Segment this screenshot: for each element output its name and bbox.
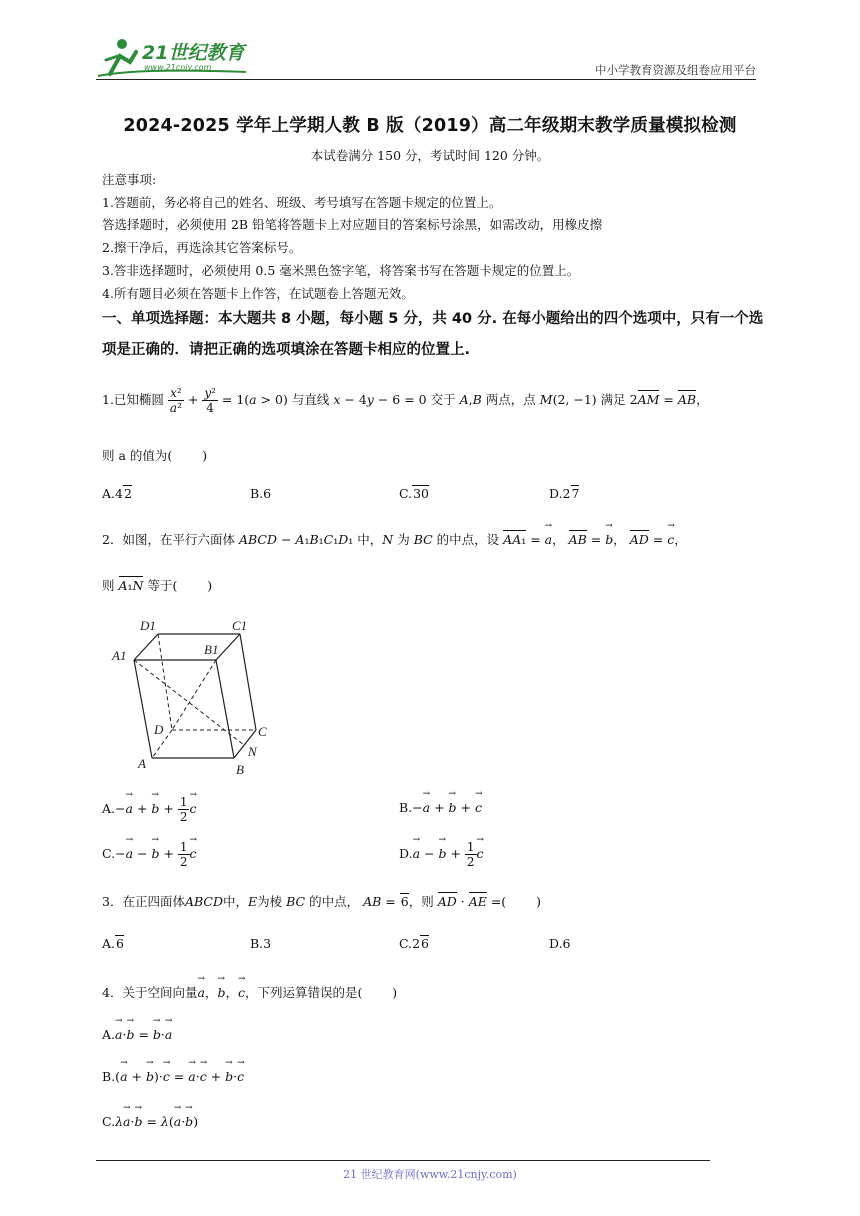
question-1-stem: 1.已知椭圆 $\frac{\text{x²}}{\text{a²}}$ + $\frac{\text{y²}}{4}$ = 1(a > 0) 与直线 x − 4y − 6 = 0 交于 A,B 两点，点 M(2, −1) 满足 2AM = AB， [102,386,709,415]
q4-option-c: C.λa →·b → = λ(a →·b →) [102,1114,198,1129]
header-platform-text: 中小学教育资源及组卷应用平台 [595,63,756,77]
label-a1: A1 [112,648,127,663]
exam-subtitle: 本试卷满分 150 分，考试时间 120 分钟。 [310,148,550,163]
label-b: B [236,762,244,777]
header-divider [96,79,756,80]
label-c1: C1 [232,618,248,633]
q4-option-a: A.a →·b → = b →·a → [102,1027,172,1042]
note-item: 3.答非选择题时，必须使用 0.5 毫米黑色签字笔，将答案书写在答题卡规定的位置上。 [102,263,580,278]
q3-option-c: C.26 [399,936,429,951]
note-item: 答选择题时，必须使用 2B 铅笔将答题卡上对应题目的答案标号涂黑，如需改动，用橡皮擦 [102,217,603,232]
question-3-stem: 3．在正四面体ABCD中，E为棱 BC 的中点， AB = 6，则 AD · AE =( ) [102,894,541,909]
note-item: 1.答题前，务必将自己的姓名、班级、考号填写在答题卡规定的位置上。 [102,195,502,210]
section-heading: 一、单项选择题：本大题共 8 小题，每小题 5 分，共 40 分. 在每小题给出的四个选项中，只有一个选项是正确的．请把正确的选项填涂在答题卡相应的位置上. [102,311,764,358]
q3-option-d: D.6 [549,936,571,951]
q1-option-a: A.42 [102,486,132,501]
label-c: C [258,724,267,739]
label-d: D [154,722,164,737]
q2-option-c: C.−a → − b → + $\frac{1}{2}$ c → [102,840,197,869]
footer-divider [96,1160,710,1161]
logo-url: www.21cnjy.com [144,63,212,72]
q3-option-a: A.6 [102,936,124,951]
question-2-line2: 则 A₁N 等于( ) [102,578,213,593]
logo-text: 21世纪教育 [142,42,245,64]
q2-option-d: D.a → − b → + $\frac{1}{2}$ c → [399,840,484,869]
q1-option-d: D.27 [549,486,580,501]
parallelepiped-figure [110,612,280,777]
q3-option-b: B.3 [250,936,272,951]
exam-title: 2024-2025 学年上学期人教 B 版（2019）高二年级期末教学质量模拟检测 [123,116,737,136]
q1-option-b: B.6 [250,486,272,501]
q1-option-c: C.30 [399,486,429,501]
q4-option-b: B.(a → + b →)·c → = a →·c → + b →·c → [102,1069,244,1084]
question-2-stem: 2．如图，在平行六面体 ABCD − A₁B₁C₁D₁ 中，N 为 BC 的中点，设 AA₁ = a →， AB = b →， AD = c →， [102,530,687,548]
label-n: N [248,744,257,759]
q2-option-b: B.−a → + b → + c → [399,800,482,815]
footer-text: 21 世纪教育网(www.21cnjy.com) [343,1168,517,1181]
note-item: 2.擦干净后，再选涂其它答案标号。 [102,240,302,255]
label-d1: D1 [140,618,156,633]
label-a: A [138,756,146,771]
q2-option-a: A.−a → + b → + $\frac{1}{2}$ c → [102,795,196,824]
note-item: 4.所有题目必须在答题卡上作答，在试题卷上答题无效。 [102,286,414,301]
question-4-stem: 4．关于空间向量a →，b →，c →，下列运算错误的是( ) [102,983,397,1001]
question-1-line2: 则 a 的值为( ) [102,448,208,463]
label-b1: B1 [204,642,219,657]
notes-heading: 注意事项: [102,172,157,187]
